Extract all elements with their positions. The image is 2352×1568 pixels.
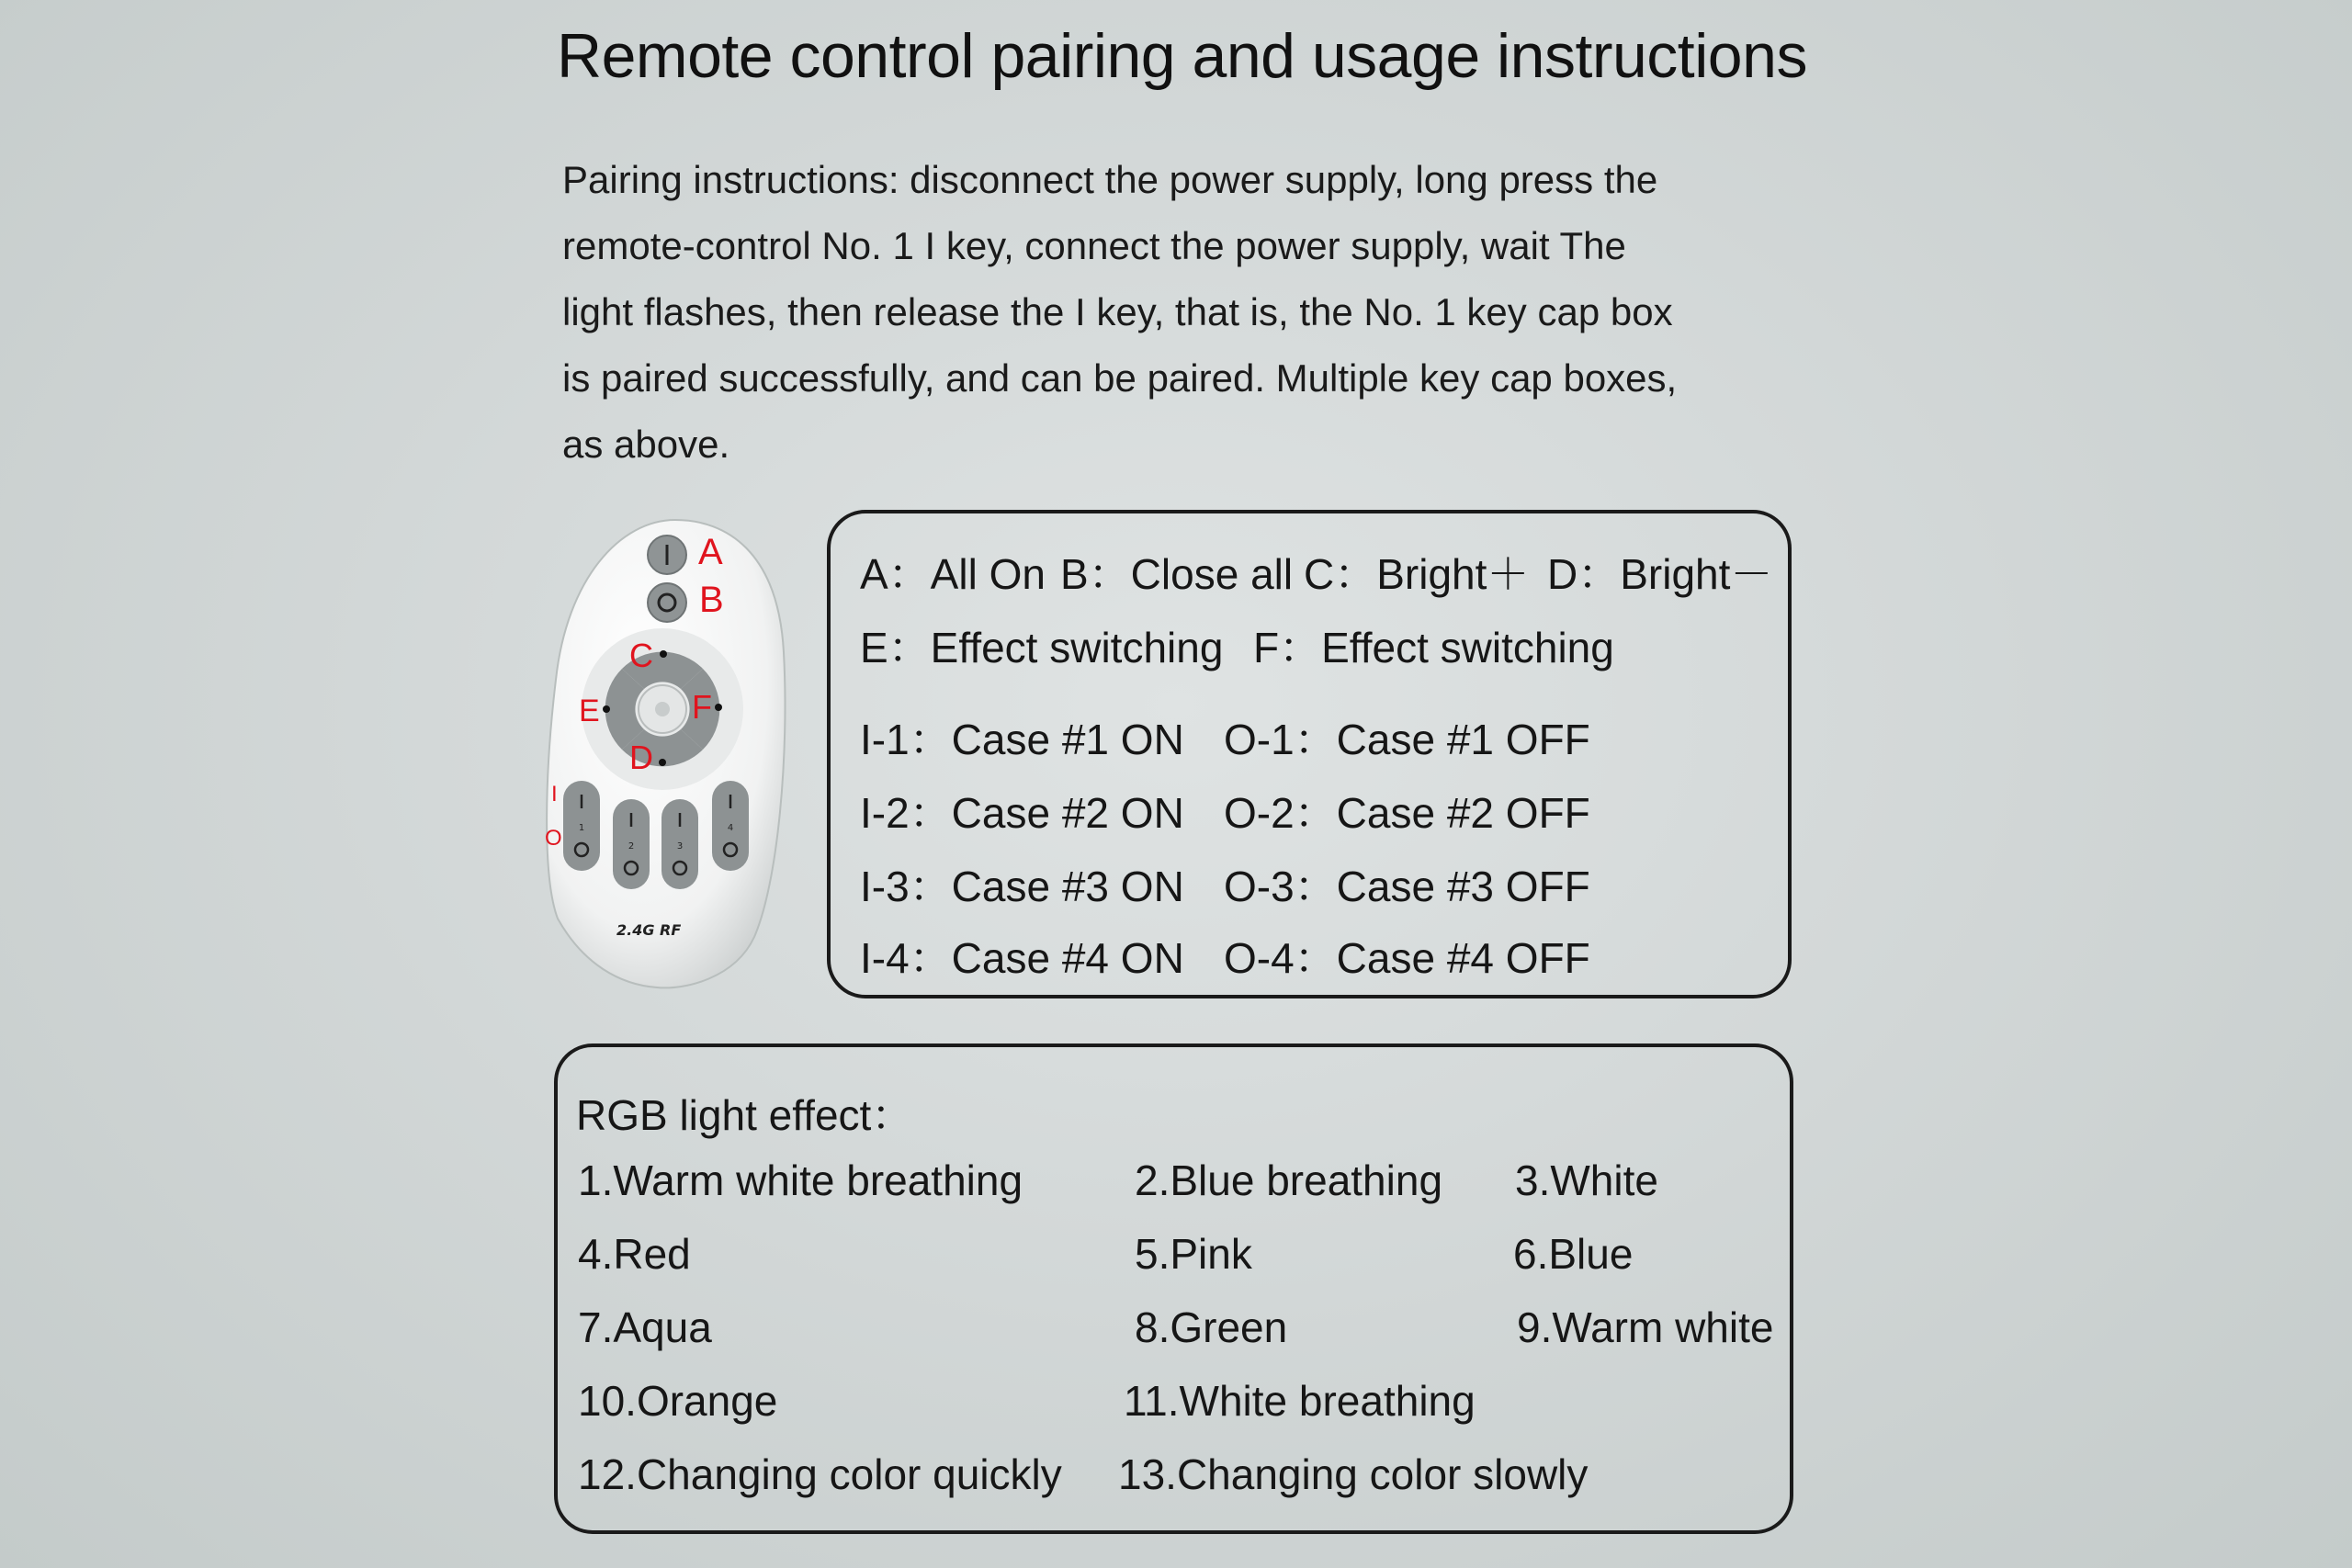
effect-item: 8.Green xyxy=(1135,1303,1288,1351)
remote-control-image xyxy=(537,514,795,992)
remote-label-c: C xyxy=(629,637,653,674)
effects-heading: RGB light effect： xyxy=(576,1091,914,1139)
effect-item: 10.Orange xyxy=(578,1377,778,1425)
effect-item: 13.Changing color slowly xyxy=(1118,1450,1589,1498)
pairing-line: is paired successfully, and can be paired. Multiple key cap boxes, xyxy=(562,356,1678,400)
case-off-label: O-4：Case #4 OFF xyxy=(1224,934,1590,982)
key-number-label: 4 xyxy=(727,823,734,833)
pairing-instructions xyxy=(562,147,1683,478)
key-f-label: F：Effect switching xyxy=(1253,624,1614,671)
remote-label-a: A xyxy=(698,532,723,572)
pairing-line: light flashes, then release the I key, that is, the No. 1 key cap box xyxy=(562,290,1673,333)
pairing-line: as above. xyxy=(562,423,730,466)
remote-label-f: F xyxy=(692,688,712,726)
case-off-label: O-3：Case #3 OFF xyxy=(1224,863,1590,910)
effect-item: 3.White xyxy=(1515,1156,1658,1204)
case-on-label: I-3：Case #3 ON xyxy=(860,863,1184,910)
key-c-label: C：Bright＋ xyxy=(1304,550,1530,598)
key-number-label: 1 xyxy=(578,823,585,833)
key-b-label: B：Close all xyxy=(1060,550,1294,598)
effect-item: 12.Changing color quickly xyxy=(578,1450,1062,1498)
pairing-line: Pairing instructions: disconnect the power supply, long press the xyxy=(562,158,1658,201)
effect-item: 9.Warm white xyxy=(1517,1303,1774,1351)
effect-item: 2.Blue breathing xyxy=(1135,1156,1443,1204)
remote-label-b: B xyxy=(699,580,724,620)
page-title: Remote control pairing and usage instructions xyxy=(557,21,1807,91)
key-e-label: E：Effect switching xyxy=(860,624,1224,671)
remote-label-e: E xyxy=(579,694,600,728)
case-on-label: I-1：Case #1 ON xyxy=(860,716,1184,763)
case-off-label: O-2：Case #2 OFF xyxy=(1224,789,1590,837)
effect-item: 7.Aqua xyxy=(578,1303,712,1351)
remote-brand: 2.4G RF xyxy=(616,921,682,939)
key-a-label: A：All On xyxy=(860,550,1046,598)
effect-item: 4.Red xyxy=(578,1230,691,1278)
case-on-label: I-2：Case #2 ON xyxy=(860,789,1184,837)
rgb-effects-box xyxy=(554,1043,1793,1534)
case-on-label: I-4：Case #4 ON xyxy=(860,934,1184,982)
key-number-label: 3 xyxy=(676,841,684,852)
key-number-label: 2 xyxy=(628,841,635,852)
key-function-box xyxy=(827,510,1792,998)
remote-label-i: I xyxy=(551,782,558,807)
effect-item: 11.White breathing xyxy=(1124,1377,1476,1425)
effect-item: 5.Pink xyxy=(1135,1230,1252,1278)
key-d-label: D：Bright－ xyxy=(1547,550,1773,598)
pairing-line: remote-control No. 1 I key, connect the power supply, wait The xyxy=(562,224,1626,267)
remote-label-d: D xyxy=(629,739,653,776)
case-off-label: O-1：Case #1 OFF xyxy=(1224,716,1590,763)
effect-item: 6.Blue xyxy=(1513,1230,1634,1278)
effect-item: 1.Warm white breathing xyxy=(578,1156,1023,1204)
remote-label-o: O xyxy=(545,826,562,851)
